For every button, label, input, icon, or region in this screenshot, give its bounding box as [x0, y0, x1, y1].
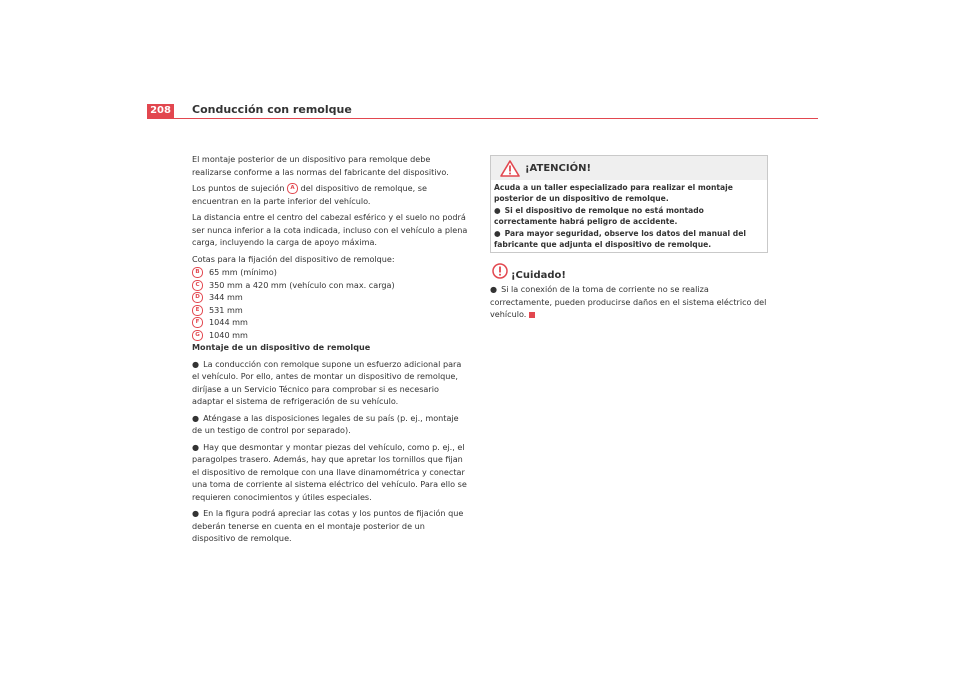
dimension-value: 344 mm	[209, 292, 243, 302]
dimension-item	[192, 316, 468, 329]
dimension-item	[192, 291, 468, 304]
warning-intro: Acuda a un taller especializado para realizar el montaje posterior de un dispositivo de remolque.	[494, 183, 733, 203]
warning-title: ¡ATENCIÓN!	[525, 163, 592, 174]
warning-bullet	[494, 205, 765, 227]
dimension-value: 531 mm	[209, 304, 243, 315]
dimension-item	[192, 304, 468, 317]
attachment-text-before: Los puntos de sujeción	[192, 183, 285, 193]
bullet-item	[192, 441, 468, 504]
dimension-value: 1044 mm	[209, 317, 248, 327]
header-divider	[147, 118, 818, 119]
marker-c-icon: C	[192, 280, 203, 291]
paragraph-distance: La distancia entre el centro del cabezal esférico y el suelo no podrá ser nunca inferior a la cota indicada, incluso con el vehículo a plena carga, incluyendo la carga de apoyo máxima.	[192, 212, 468, 247]
caution-text: Si la conexión de la toma de corriente no se realiza correctamente, pueden producirse daños en el sistema eléctrico del vehículo.	[490, 284, 767, 319]
dimension-item	[192, 279, 468, 292]
marker-b-icon: B	[192, 267, 203, 278]
dimension-item	[192, 329, 468, 342]
caution-title: ¡Cuidado!	[511, 270, 566, 281]
bullet-item	[192, 358, 468, 408]
bullet-icon: ●	[490, 284, 498, 294]
caution-body	[490, 283, 768, 321]
warning-box	[490, 155, 768, 253]
bullet-icon: ●	[494, 206, 501, 215]
page-number: 208	[147, 104, 174, 118]
bullet-text: En la figura podrá apreciar las cotas y los puntos de fijación que deberán tenerse en cuenta en el montaje posterior de un dispositivo de remolque.	[192, 508, 464, 543]
dimension-value: 65 mm (mínimo)	[209, 267, 277, 277]
bullet-text: La conducción con remolque supone un esfuerzo adicional para el vehículo. Por ello, antes de montar un dispositivo de remolque, diríjase a un Servicio Técnico para comprobar si es necesario adaptar el sistema de refrigeración de su vehículo.	[192, 358, 462, 406]
marker-f-icon: F	[192, 317, 203, 328]
paragraph-attachment-points	[192, 182, 468, 207]
caution-bullet	[490, 283, 768, 321]
dimension-value: 350 mm a 420 mm (vehículo con max. carga)	[209, 279, 395, 290]
paragraph-dimensions-intro: Cotas para la fijación del dispositivo de remolque:	[192, 253, 395, 264]
bullet-icon: ●	[494, 229, 501, 238]
dimension-value: 1040 mm	[209, 329, 248, 340]
bullet-icon: ●	[192, 358, 200, 369]
warning-bullet-text: Si el dispositivo de remolque no está montado correctamente habrá peligro de accidente.	[494, 206, 704, 226]
warning-header	[491, 156, 767, 180]
bullet-icon: ●	[192, 441, 200, 452]
bullet-text: Hay que desmontar y montar piezas del vehículo, como p. ej., el paragolpes trasero. Además, hay que apretar los tornillos que fijan el dispositivo de remolque con una llave dinamométrica y conectar una toma de corriente al sistema eléctrico del vehículo. Para ello se requieren conocimientos y útiles especiales.	[192, 441, 467, 502]
marker-e-icon: E	[192, 305, 203, 316]
warning-bullet	[494, 228, 765, 250]
warning-body	[494, 182, 765, 251]
warning-triangle-icon	[500, 160, 520, 181]
end-of-section-square-icon	[529, 312, 535, 318]
bullet-icon: ●	[192, 412, 200, 423]
warning-bullet-text: Para mayor seguridad, observe los datos del manual del fabricante que adjunta el dispositivo de remolque.	[494, 229, 746, 249]
page-header-title: Conducción con remolque	[192, 103, 352, 116]
exclamation-circle-icon	[492, 263, 508, 283]
marker-g-icon: G	[192, 330, 203, 341]
left-column	[192, 153, 468, 549]
dimension-list	[192, 266, 468, 341]
dimension-item	[192, 266, 468, 279]
bullet-item	[192, 412, 468, 437]
marker-d-icon: D	[192, 292, 203, 303]
paragraph-intro: El montaje posterior de un dispositivo para remolque debe realizarse conforme a las normas del fabricante del dispositivo.	[192, 154, 449, 177]
bullet-item	[192, 507, 468, 545]
section-heading: Montaje de un dispositivo de remolque	[192, 342, 371, 352]
bullet-icon: ●	[192, 508, 200, 518]
marker-a-icon: A	[287, 183, 298, 194]
bullet-text: Aténgase a las disposiciones legales de su país (p. ej., montaje de un testigo de control por separado).	[192, 412, 459, 435]
attachment-text-after: del dispositivo de remolque, se encuentran en la parte inferior del vehículo.	[192, 183, 427, 206]
